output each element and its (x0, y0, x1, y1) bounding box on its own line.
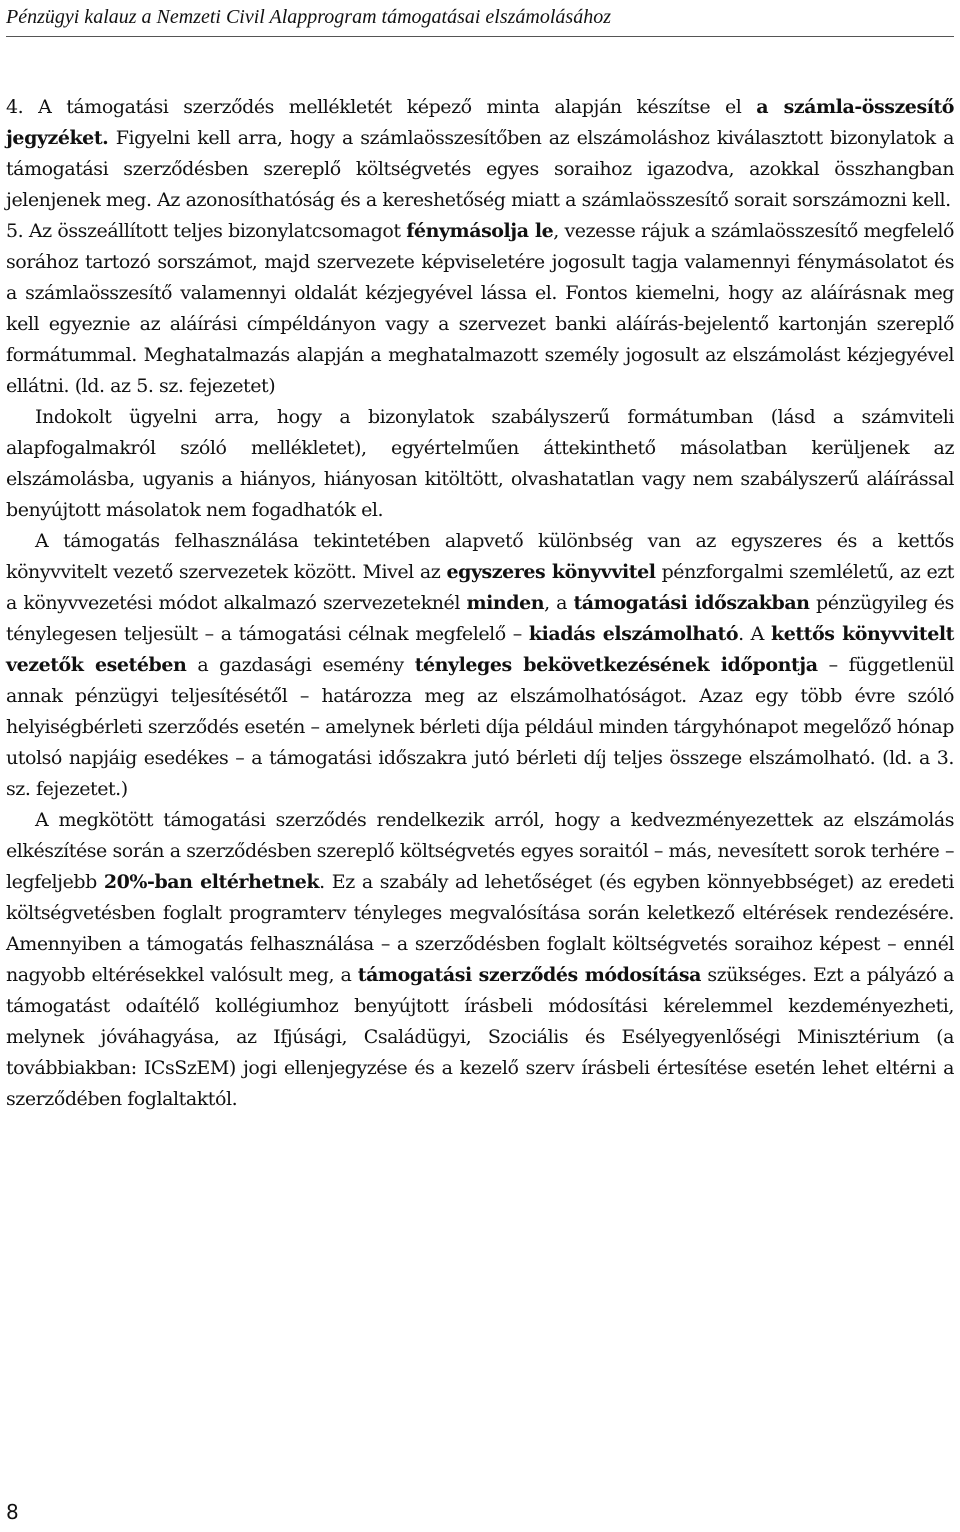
text-run: pénzforgalmi szemléletű, az ezt a könyvvezetési módot alkalmazó szervezeteknél (6, 561, 954, 614)
paragraph-document-format: Indokolt ügyelni arra, hogy a bizonylatok szabályszerű formátumban (lásd a számviteli alapfogalmakról szóló mellékletet), egyértelműen áttekinthető másolatban kerüljenek az elszámolásba, ugyanis a hiányos, hiányosan kitöltött, olvashatatlan vagy nem szabályszerű aláírással benyújtott másolatok nem fogadhatók el. (6, 406, 954, 521)
bold-text: a számla-összesítő jegyzéket. (6, 96, 955, 149)
text-run: Figyelni kell arra, hogy a számlaösszesítőben az elszámoláshoz kiválasztott bizonylatok a támogatási szerződésben szereplő költségvetés egyes soraihoz igazodva, azokkal összhangban jelenjenek meg. Az azonosíthatóság és a kereshetőség miatt a számlaösszesítő sorait sorszámozni kell. (6, 127, 954, 211)
bold-text: kiadás elszámolható (528, 623, 739, 645)
bold-text: tényleges bekövetkezésének időpontja (414, 654, 818, 676)
bold-text: minden (466, 592, 545, 614)
paragraph-budget-deviation (6, 805, 954, 1115)
text-run: – függetlenül annak pénzügyi teljesítésétől – határozza meg az elszámolhatóságot. Azaz egy több évre szóló helyiségbérleti szerződés esetén – amelynek bérleti díja például minden tárgyhónapot megelőző hónap utolsó napjáig esedékes – a támogatási időszakra jutó bérleti díj teljes összege elszámolható. (ld. a 3. sz. fejezetet.) (6, 654, 954, 800)
paragraph-item-4 (6, 92, 954, 216)
text-run: . Ez a szabály ad lehetőséget (és egyben könnyebbséget) az eredeti költségvetésben foglalt programterv tényleges megvalósítása során keletkező eltérések rendezésére. Amennyiben a támogatás felhasználása – a szerződésben foglalt költségvetés soraihoz képest – ennél nagyobb eltérésekkel valósult meg, a (6, 871, 954, 986)
text-run: , a (544, 592, 574, 614)
paragraph-bookkeeping (6, 526, 954, 805)
bold-text: egyszeres könyvvitel (446, 561, 656, 583)
bold-text: kettős könyvvitelt vezetők esetében (6, 623, 954, 676)
bold-text: 20%-ban eltérhetnek (103, 871, 320, 893)
bold-text: támogatási időszakban (573, 592, 810, 614)
text-run: A támogatás felhasználása tekintetében alapvető különbség van az egyszeres és a kettős könyvvitelt vezető szervezetek között. Mivel az (6, 530, 954, 583)
text-run: 4. A támogatási szerződés mellékletét képező minta alapján készítse el (6, 96, 757, 118)
text-run: . A (738, 623, 771, 645)
paragraph-item-5 (6, 216, 954, 402)
bold-text: fénymásolja le (406, 220, 554, 242)
bold-text: támogatási szerződés módosítása (357, 964, 701, 986)
text-run: szükséges. Ezt a pályázó a támogatást odaítélő kollégiumhoz benyújtott írásbeli módosítási kérelemmel kezdeményezheti, melynek jóváhagyása, az Ifjúsági, Családügyi, Szociális és Esélyegyenlőségi Minisztérium (a továbbiakban: ICsSzEM) jogi ellenjegyzése és a kezelő szerv írásbeli értesítése esetén lehet eltérni a szerződében foglaltaktól. (6, 964, 954, 1110)
page-number: 8 (6, 1500, 19, 1524)
text-run: A megkötött támogatási szerződés rendelkezik arról, hogy a kedvezményezettek az elszámolás elkészítése során a szerződésben szereplő költségvetés egyes soraitól – más, nevesített sorok terhére – legfeljebb (6, 809, 954, 893)
text-run: pénzügyileg és ténylegesen teljesült – a támogatási célnak megfelelő – (6, 592, 954, 645)
text-run: 5. Az összeállított teljes bizonylatcsomagot (6, 220, 407, 242)
text-run: , vezesse rájuk a számlaösszesítő megfelelő sorához tartozó sorszámot, majd szervezete képviseletére jogosult tagja valamennyi fénymásolatot és a számlaösszesítő valamennyi oldalát kézjegyével lássa el. Fontos kiemelni, hogy az aláírásnak meg kell egyeznie az aláírási címpéldányon vagy a szervezet banki aláírás-bejelentő kartonján szereplő formátummal. Meghatalmazás alapján a meghatalmazott személy jogosult az elszámolást kézjegyével ellátni. (ld. az 5. sz. fejezetet) (6, 220, 954, 397)
text-run: a gazdasági esemény (186, 654, 415, 676)
document-body (6, 92, 954, 1115)
page-header: Pénzügyi kalauz a Nemzeti Civil Alapprogram támogatásai elszámolásához (6, 4, 954, 37)
